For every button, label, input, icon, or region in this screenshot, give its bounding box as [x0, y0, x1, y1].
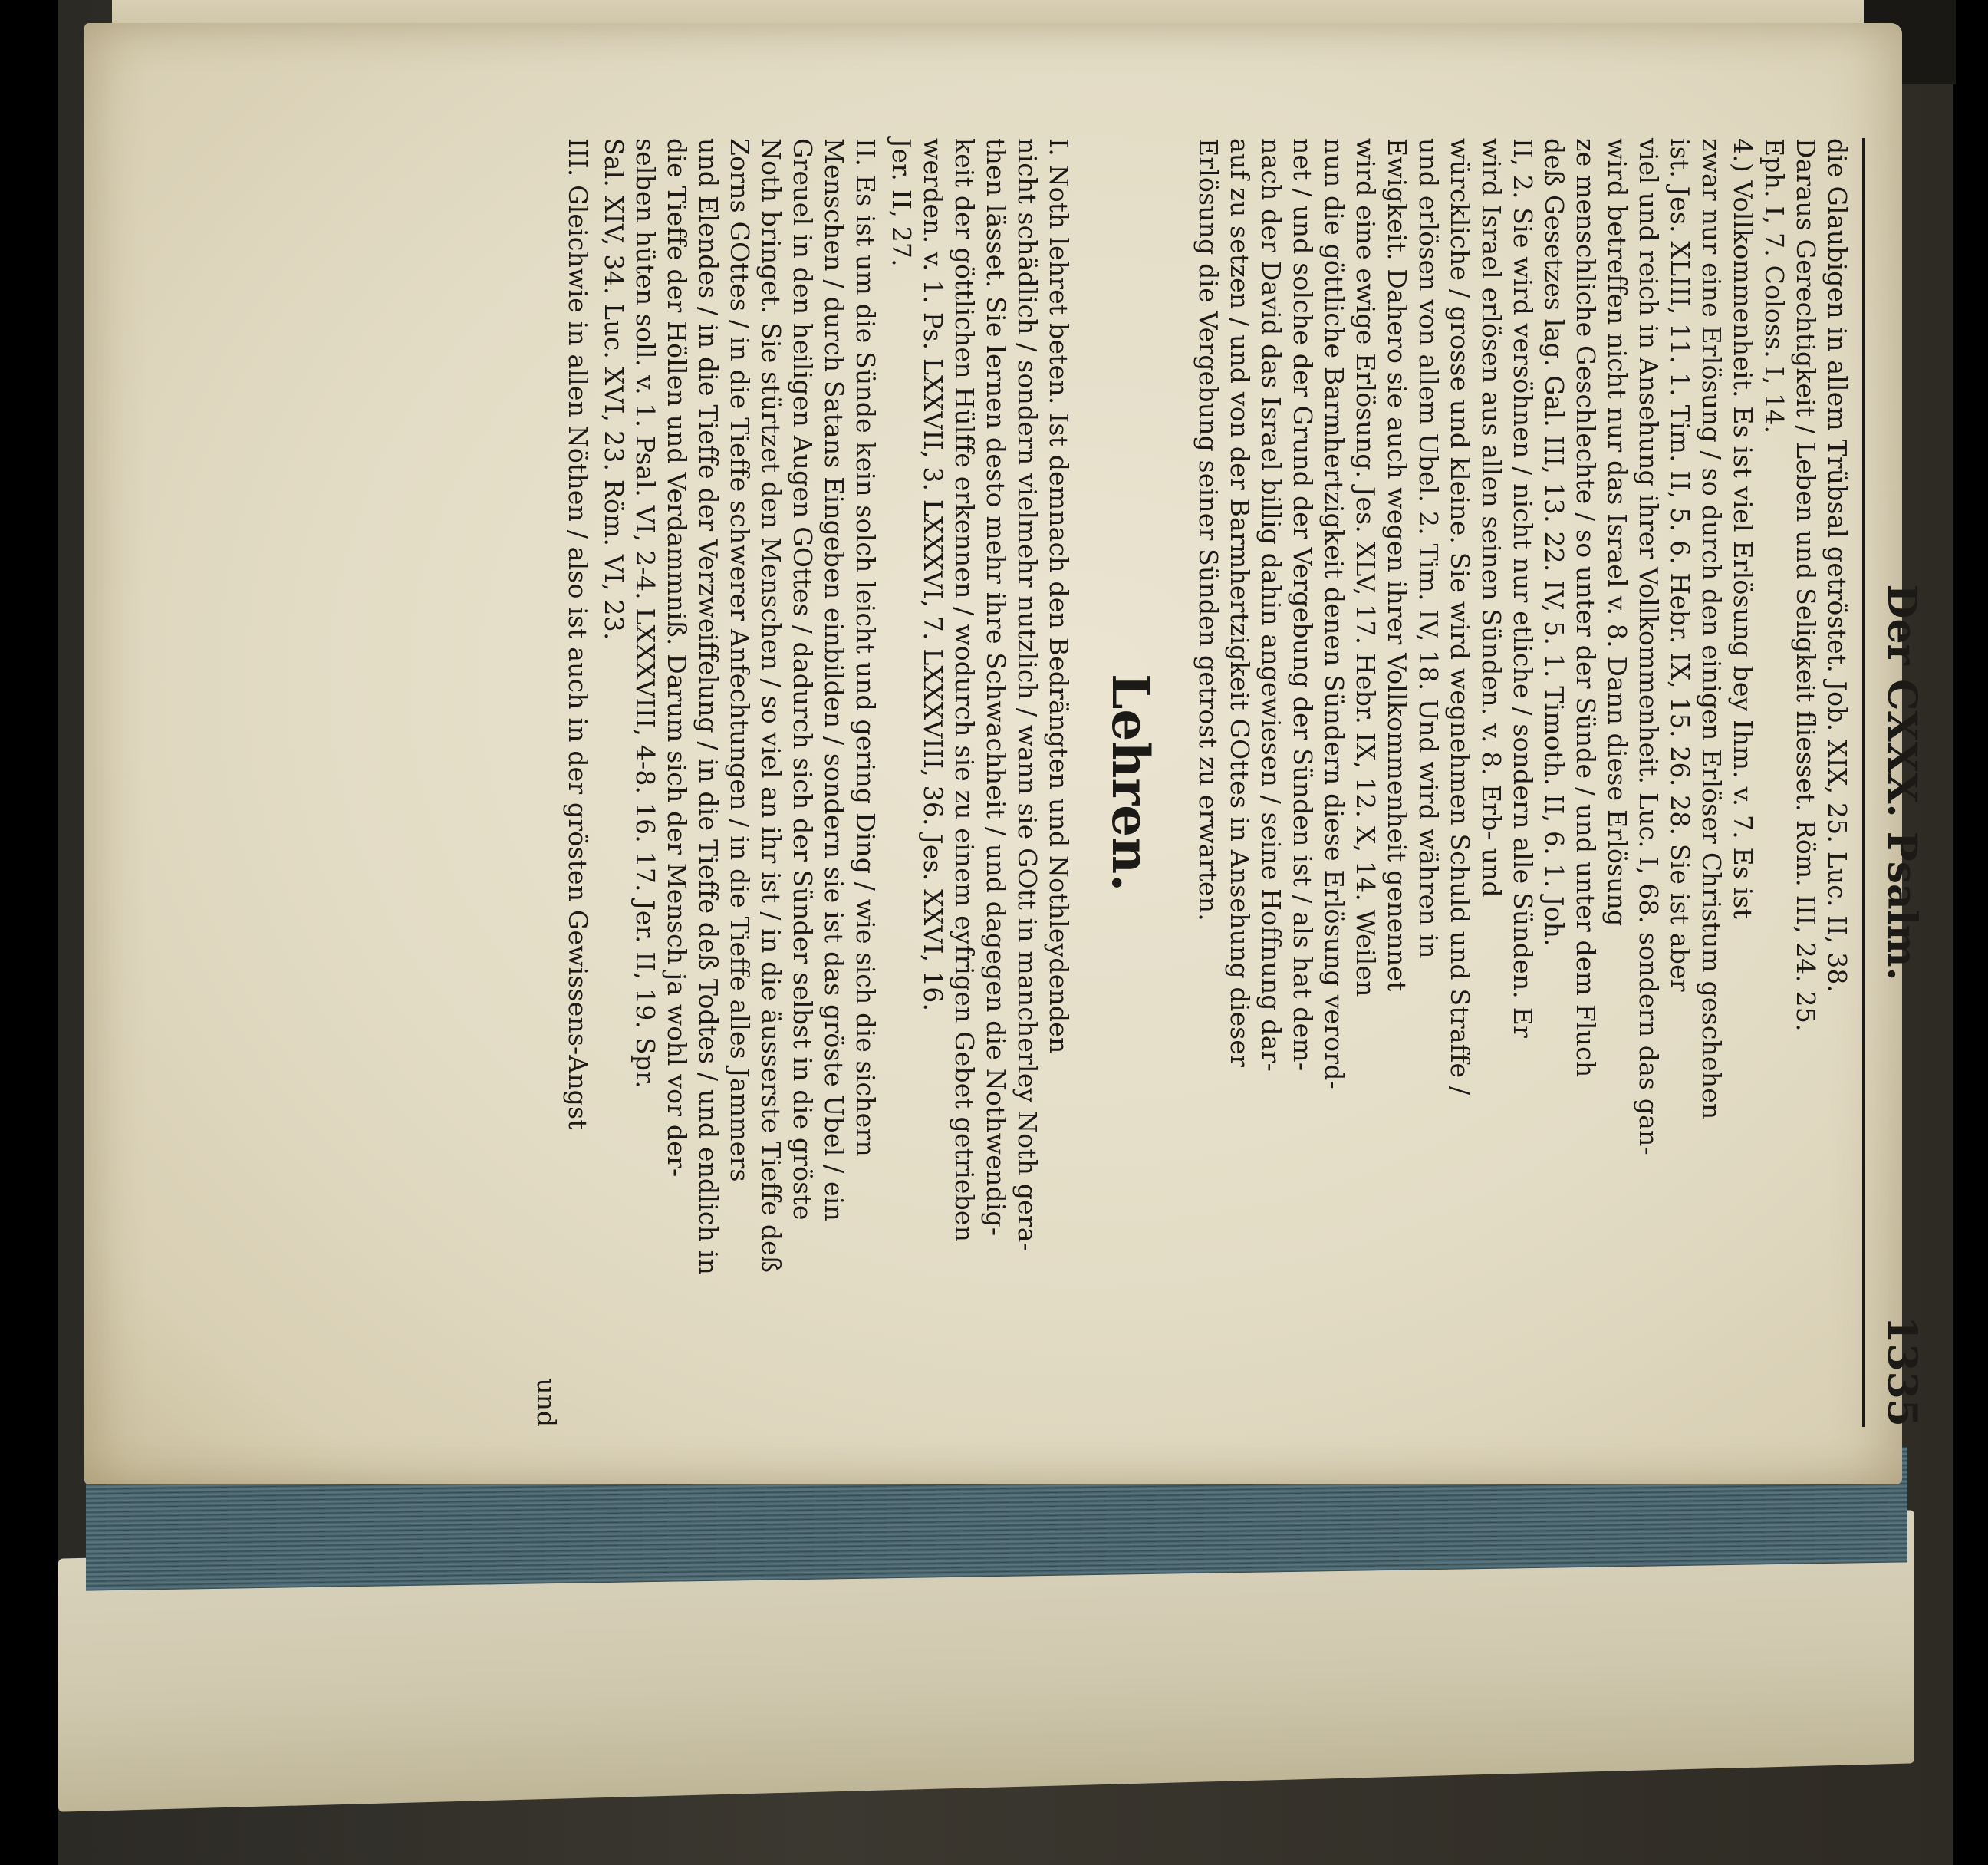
text-line: II, 2. Sie wird versöhnen / nicht nur etliche / sondern alle Sünden. Er: [1508, 138, 1538, 1038]
text-line: Sal. XIV, 34. Luc. XVI, 23. Röm. VI, 23.: [599, 138, 629, 641]
text-line: werden. v. 1. Ps. LXXVII, 3. LXXXVI, 7. LXXXVIII, 36. Jes. XXVI, 16.: [918, 138, 948, 1012]
text-line: ze menschliche Geschlechte / so unter der Sünde / und unter dem Fluch: [1571, 138, 1601, 1078]
text-line: deß Gesetzes lag. Gal. III, 13. 22. IV, 5. 1. Timoth. II, 6. 1. Joh.: [1539, 138, 1569, 947]
text-line: die Glaubigen in allem Trübsal getröstet. Job. XIX, 25. Luc. II, 38.: [1822, 138, 1852, 993]
header-rule: [1862, 138, 1865, 1427]
text-line: Eph. I, 7. Coloss. I, 14.: [1759, 138, 1789, 434]
text-line: Menschen / durch Satans Eingeben einbilden / sondern sie ist das gröste Ubel / ein: [819, 138, 849, 1221]
text-line: 4.) Vollkommenheit. Es ist viel Erlösung bey Ihm. v. 7. Es ist: [1728, 138, 1758, 919]
text-line: III. Gleichwie in allen Nöthen / also ist auch in der grösten Gewissens-Angst: [563, 138, 593, 1130]
text-line: Jer. II, 27.: [887, 138, 917, 267]
text-line: ist. Jes. XLIII, 11. 1. Tim. II, 5. 6. Hebr. IX, 15. 26. 28. Sie ist aber: [1665, 138, 1695, 992]
running-head: [1871, 138, 1925, 1427]
text-line: Erlösung die Vergebung seiner Sünden getrost zu erwarten.: [1193, 138, 1223, 921]
paragraph-gap: [881, 138, 886, 1427]
page-number: 1335: [1878, 1316, 1925, 1427]
text-line: wird betreffen nicht nur das Israel v. 8. Dann diese Erlösung: [1602, 138, 1632, 927]
text-line: nun die göttliche Barmhertzigkeit denen Sündern diese Erlösung verord-: [1319, 138, 1349, 1089]
text-line: Noth bringet. Sie stürtzet den Menschen / so viel an ihr ist / in die äusserste Tieffe deß: [756, 138, 786, 1274]
text-line: Daraus Gerechtigkeit / Leben und Seligkeit fliesset. Röm. III, 24. 25.: [1791, 138, 1821, 1032]
text-line: Greuel in den heiligen Augen GOttes / dadurch sich der Sünder selbst in die gröste: [788, 138, 818, 1221]
book-page: [84, 23, 1925, 1484]
text-line: keit der göttlichen Hülffe erkennen / wodurch sie zu einem eyfrigen Gebet getrieben: [950, 138, 979, 1243]
section-two: [562, 138, 1075, 1427]
text-line: then lässet. Sie lernen desto mehr ihre Schwachheit / und dagegen die Nothwendig-: [981, 138, 1011, 1237]
text-line: wird Israel erlösen aus allen seinen Sünden. v. 8. Erb- und: [1476, 138, 1506, 898]
text-line: selben hüten soll. v. 1. Psal. VI, 2-4. LXXXVIII, 4-8. 16. 17. Jer. II, 19. Spr.: [630, 138, 660, 1089]
page-text-block: [531, 138, 1925, 1427]
page-text-rotated: [391, 138, 1925, 1427]
text-line: auf zu setzen / und von der Barmhertzigkeit GOttes in Ansehung dieser: [1225, 138, 1255, 1068]
text-line: und erlösen von allem Ubel. 2. Tim. IV, 18. Und wird währen in: [1414, 138, 1443, 959]
text-line: nicht schädlich / sondern vielmehr nutzlich / wann sie GOtt in mancherley Noth gera-: [1012, 138, 1042, 1252]
section-one: [1193, 138, 1853, 1427]
text-line: Ewigkeit. Dahero sie auch wegen ihrer Vollkommenheit genennet: [1382, 138, 1412, 992]
text-line: die Tieffe der Höllen und Verdammniß. Darum sich der Mensch ja wohl vor der-: [662, 138, 692, 1178]
section-heading: Lehren.: [1101, 673, 1160, 892]
catchword: und: [532, 1378, 561, 1427]
text-line: zwar nur eine Erlösung / so durch den einigen Erlöser Christum geschehen: [1697, 138, 1726, 1120]
text-line: Zorns GOttes / in die Tieffe schwerer Anfechtungen / in die Tieffe alles Jammers: [725, 138, 755, 1182]
text-line: net / und solche der Grund der Vergebung der Sünden ist / als hat dem-: [1288, 138, 1318, 1072]
text-line: nach der David das Israel billig dahin angewiesen / seine Hoffnung dar-: [1256, 138, 1286, 1072]
running-head-title: Der CXXX. Psalm.: [1878, 584, 1925, 981]
text-line: und Elendes / in die Tieffe der Verzweiffelung / in die Tieffe deß Todtes / und endlich in: [693, 138, 723, 1275]
text-line: I. Noth lehret beten. Ist demnach den Bedrängten und Nothleydenden: [1044, 138, 1074, 1054]
text-line: würckliche / grosse und kleine. Sie wird wegnehmen Schuld und Straffe /: [1445, 138, 1475, 1096]
text-line: wird eine ewige Erlösung. Jes. XLV, 17. Hebr. IX, 12. X, 14. Weilen: [1351, 138, 1381, 997]
text-line: viel und reich in Ansehung ihrer Vollkommenheit. Luc. I, 68. sondern das gan-: [1634, 138, 1664, 1155]
text-line: II. Es ist um die Sünde kein solch leicht und gering Ding / wie sich die sichern: [851, 138, 880, 1157]
